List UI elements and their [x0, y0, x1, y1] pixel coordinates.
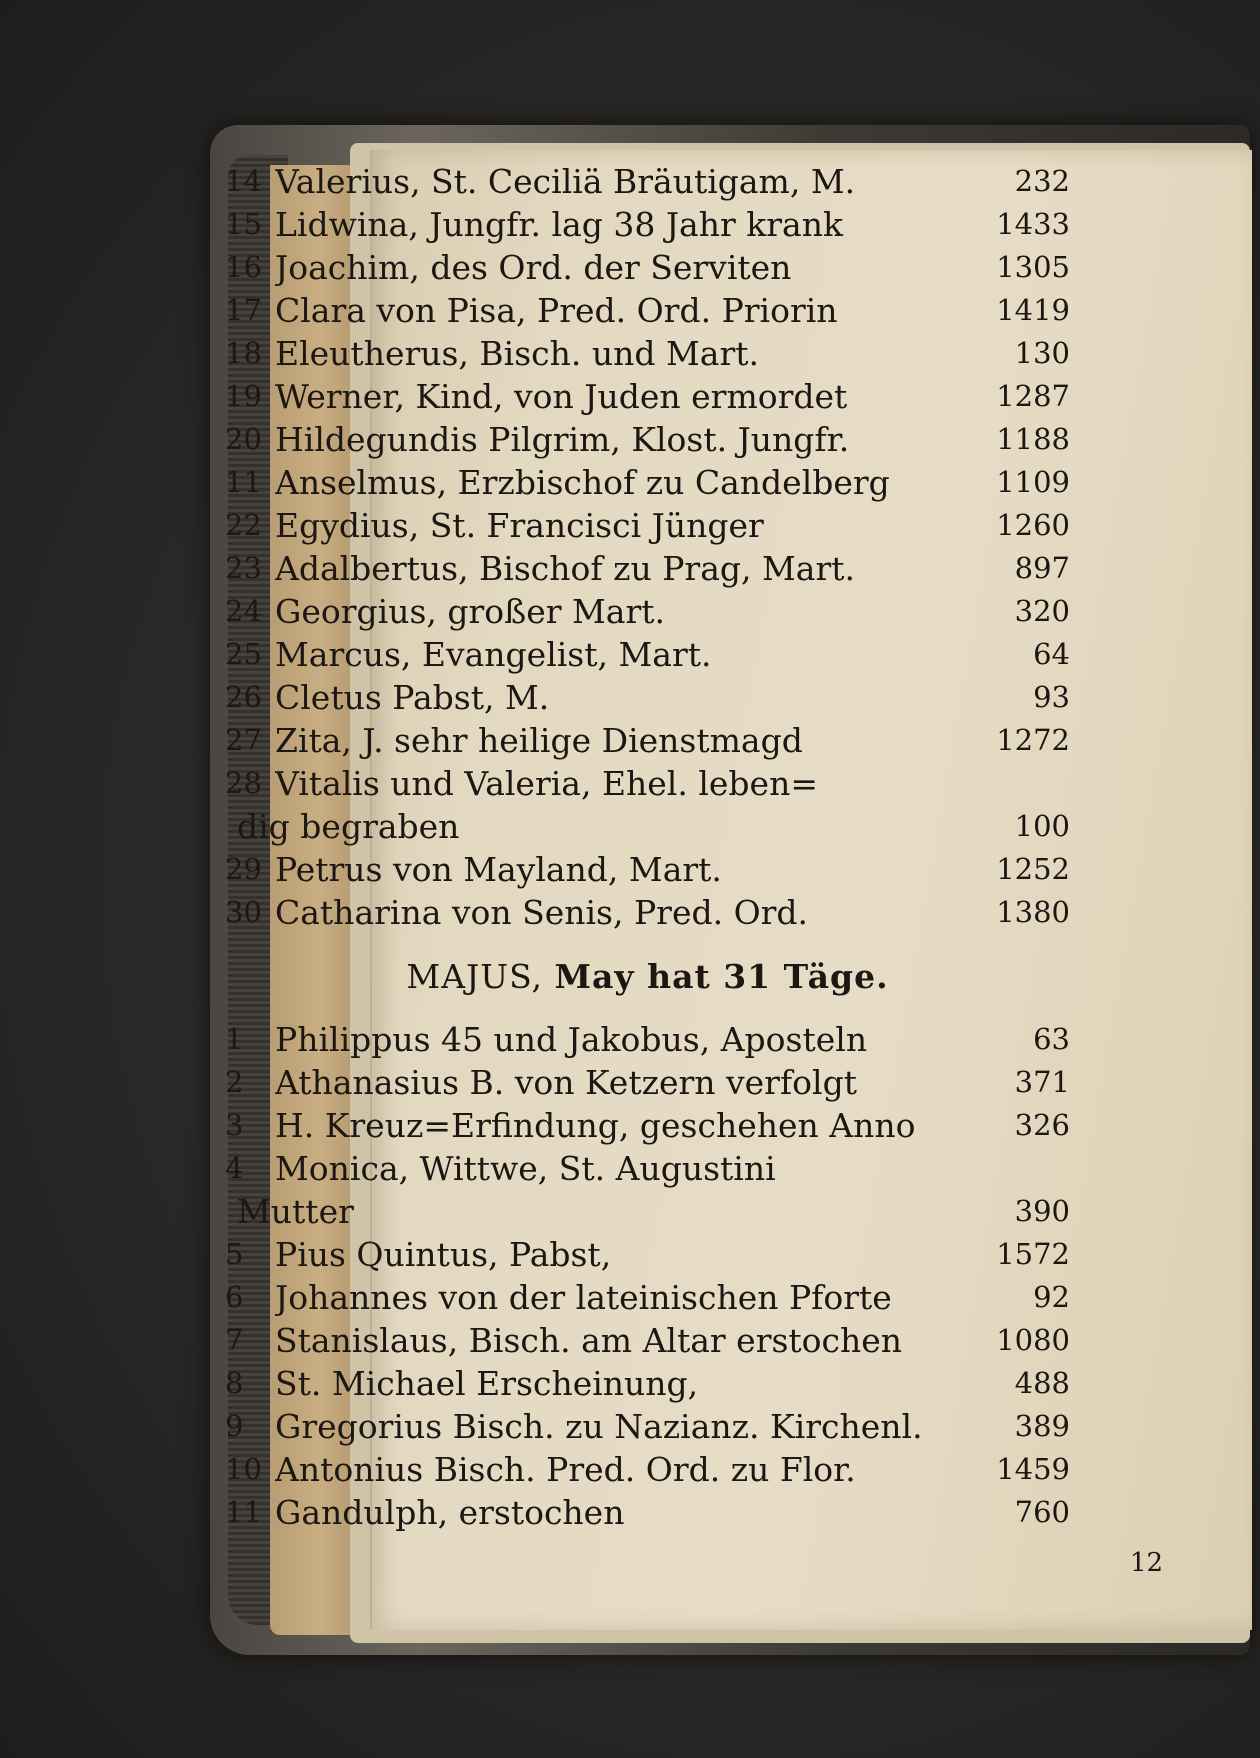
entry-day: 22: [225, 508, 262, 542]
entry-row: [225, 1276, 1070, 1319]
page-number: 12: [1130, 1548, 1164, 1578]
entry-text: Joachim, des Ord. der Serviten: [275, 248, 792, 287]
entry-text: Zita, J. sehr heilige Dienstmagd: [275, 721, 803, 760]
entry-year: 371: [1014, 1065, 1070, 1099]
entry-text: Monica, Wittwe, St. Augustini: [275, 1149, 776, 1188]
entry-text: Cletus Pabst, M.: [275, 678, 550, 717]
entry-year: 1188: [996, 422, 1070, 456]
entry-text: Petrus von Mayland, Mart.: [275, 850, 722, 889]
entry-text: Catharina von Senis, Pred. Ord.: [275, 893, 809, 932]
entry-text: Stanislaus, Bisch. am Altar erstochen: [275, 1321, 903, 1360]
entry-day: 2: [225, 1065, 244, 1099]
entry-text: Johannes von der lateinischen Pforte: [275, 1278, 892, 1317]
entry-row: [225, 160, 1070, 203]
entry-row: [225, 246, 1070, 289]
entry-row: [225, 891, 1070, 934]
entry-day: 11: [225, 465, 262, 499]
entry-year: 760: [1014, 1495, 1070, 1529]
entry-day: 9: [225, 1409, 244, 1443]
entry-row: [225, 289, 1070, 332]
entry-row: [225, 848, 1070, 891]
entry-day: 8: [225, 1366, 244, 1400]
entry-day: 28: [225, 766, 262, 800]
entry-day: 3: [225, 1108, 244, 1142]
entry-text: Eleutherus, Bisch. und Mart.: [275, 334, 759, 373]
entry-year: 130: [1014, 336, 1070, 370]
month-heading: [225, 942, 1070, 1012]
entry-row: [225, 1018, 1070, 1061]
entry-year: 320: [1014, 594, 1070, 628]
entry-row: [225, 1362, 1070, 1405]
entry-text: Georgius, großer Mart.: [275, 592, 665, 631]
entry-row: [225, 1190, 1070, 1233]
entry-row: [225, 633, 1070, 676]
entry-year: 1080: [996, 1323, 1070, 1357]
month-heading-latin: MAJUS,: [406, 957, 544, 996]
entry-year: 488: [1014, 1366, 1070, 1400]
entry-year: 1305: [996, 250, 1070, 284]
entry-row: [225, 461, 1070, 504]
entry-row: [225, 418, 1070, 461]
entry-year: 100: [1014, 809, 1070, 843]
entry-row: [225, 676, 1070, 719]
entry-row: [225, 375, 1070, 418]
entry-day: 30: [225, 895, 262, 929]
entry-text: Athanasius B. von Ketzern verfolgt: [275, 1063, 857, 1102]
entry-text: Mutter: [237, 1192, 354, 1231]
entry-year: 1109: [996, 465, 1070, 499]
entry-year: 326: [1014, 1108, 1070, 1142]
entry-text: Werner, Kind, von Juden ermordet: [275, 377, 848, 416]
calendar-entries: [225, 160, 1070, 1534]
entry-day: 27: [225, 723, 262, 757]
entry-row: [225, 547, 1070, 590]
entry-year: 93: [1033, 680, 1070, 714]
entry-row: [225, 1491, 1070, 1534]
entry-year: 232: [1014, 164, 1070, 198]
entry-row: [225, 1405, 1070, 1448]
entry-day: 14: [225, 164, 262, 198]
may-list: [225, 1018, 1070, 1534]
entry-row: [225, 805, 1070, 848]
entry-text: H. Kreuz=Erfindung, geschehen Anno: [275, 1106, 916, 1145]
entry-year: 1272: [996, 723, 1070, 757]
entry-row: [225, 590, 1070, 633]
entry-row: [225, 1319, 1070, 1362]
entry-row: [225, 719, 1070, 762]
entry-day: 4: [225, 1151, 244, 1185]
entry-day: 10: [225, 1452, 262, 1486]
entry-text: Egydius, St. Francisci Jünger: [275, 506, 764, 545]
entry-text: Philippus 45 und Jakobus, Aposteln: [275, 1020, 868, 1059]
entry-year: 1287: [996, 379, 1070, 413]
entry-year: 897: [1014, 551, 1070, 585]
entry-text: Antonius Bisch. Pred. Ord. zu Flor.: [275, 1450, 856, 1489]
entry-row: [225, 332, 1070, 375]
entry-day: 15: [225, 207, 262, 241]
entry-text: Anselmus, Erzbischof zu Candelberg: [275, 463, 890, 502]
entry-year: 1260: [996, 508, 1070, 542]
entry-day: 20: [225, 422, 262, 456]
entry-day: 25: [225, 637, 262, 671]
entry-year: 64: [1033, 637, 1070, 671]
entry-text: Valerius, St. Ceciliä Bräutigam, M.: [275, 162, 856, 201]
entry-year: 1419: [996, 293, 1070, 327]
entry-year: 1380: [996, 895, 1070, 929]
april-list: [225, 160, 1070, 934]
entry-year: 1433: [996, 207, 1070, 241]
month-heading-german: May hat 31 Täge.: [554, 957, 889, 996]
entry-text: Hildegundis Pilgrim, Klost. Jungfr.: [275, 420, 850, 459]
entry-row: [225, 1061, 1070, 1104]
entry-text: Vitalis und Valeria, Ehel. leben=: [275, 764, 818, 803]
entry-day: 7: [225, 1323, 244, 1357]
entry-day: 17: [225, 293, 262, 327]
entry-year: 63: [1033, 1022, 1070, 1056]
entry-text: St. Michael Erscheinung,: [275, 1364, 699, 1403]
entry-day: 6: [225, 1280, 244, 1314]
entry-year: 1459: [996, 1452, 1070, 1486]
entry-day: 5: [225, 1237, 244, 1271]
entry-text: Pius Quintus, Pabst,: [275, 1235, 612, 1274]
entry-day: 19: [225, 379, 262, 413]
entry-row: [225, 504, 1070, 547]
entry-day: 23: [225, 551, 262, 585]
entry-text: Clara von Pisa, Pred. Ord. Priorin: [275, 291, 838, 330]
entry-year: 92: [1033, 1280, 1070, 1314]
entry-row: [225, 203, 1070, 246]
entry-day: 18: [225, 336, 262, 370]
entry-row: [225, 1147, 1070, 1190]
entry-day: 16: [225, 250, 262, 284]
entry-text: dig begraben: [237, 807, 460, 846]
entry-row: [225, 1104, 1070, 1147]
entry-year: 390: [1014, 1194, 1070, 1228]
entry-row: [225, 1233, 1070, 1276]
entry-year: 389: [1014, 1409, 1070, 1443]
entry-text: Marcus, Evangelist, Mart.: [275, 635, 712, 674]
entry-row: [225, 762, 1070, 805]
entry-text: Lidwina, Jungfr. lag 38 Jahr krank: [275, 205, 843, 244]
entry-day: 26: [225, 680, 262, 714]
entry-day: 29: [225, 852, 262, 886]
entry-text: Gandulph, erstochen: [275, 1493, 625, 1532]
entry-row: [225, 1448, 1070, 1491]
entry-day: 11: [225, 1495, 262, 1529]
entry-year: 1572: [996, 1237, 1070, 1271]
entry-day: 1: [225, 1022, 244, 1056]
entry-year: 1252: [996, 852, 1070, 886]
entry-text: Adalbertus, Bischof zu Prag, Mart.: [275, 549, 855, 588]
entry-day: 24: [225, 594, 262, 628]
entry-text: Gregorius Bisch. zu Nazianz. Kirchenl.: [275, 1407, 923, 1446]
